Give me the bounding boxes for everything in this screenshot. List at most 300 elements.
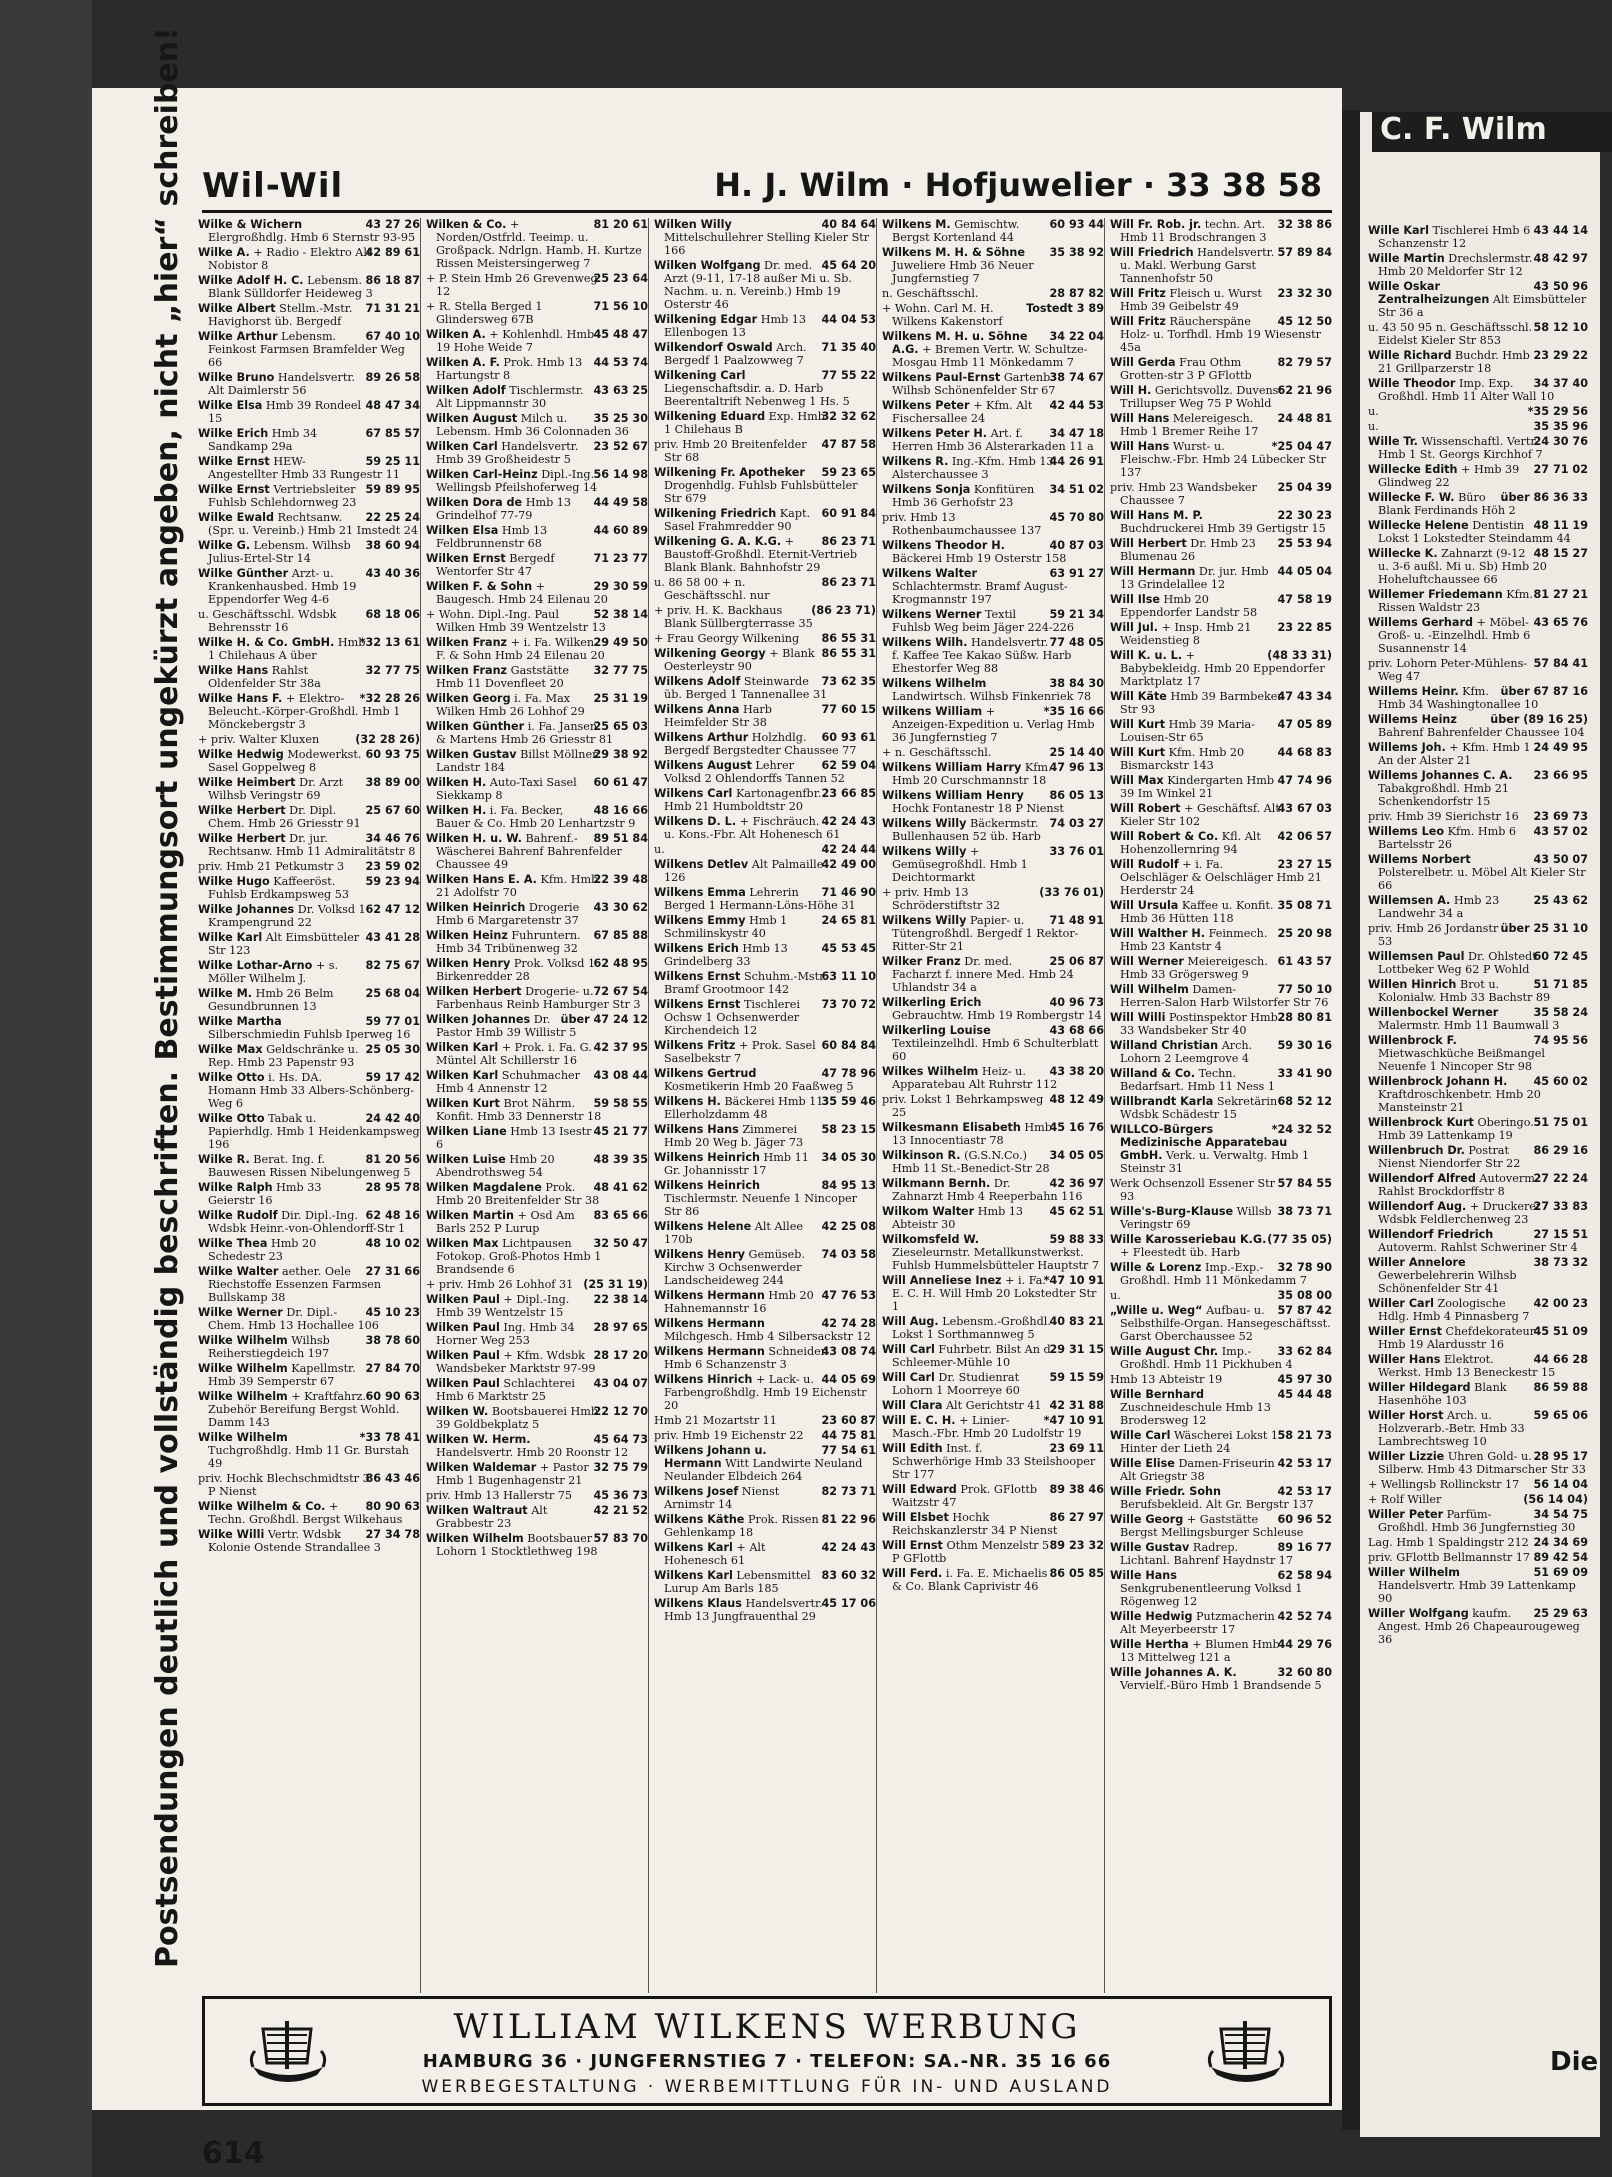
entry-name: Wilken Hans E. A.	[426, 873, 537, 886]
entry-phone-number: 28 17 20	[593, 1349, 648, 1362]
directory-entry	[426, 636, 648, 662]
directory-entry	[1368, 224, 1588, 250]
directory-column-1	[198, 218, 421, 1993]
directory-entry	[198, 987, 420, 1013]
entry-details: Handelsvertr. Alt Daimlerstr 56	[208, 371, 356, 397]
entry-phone-number: 86 55 31	[821, 632, 876, 645]
entry-name: Wilke Ewald	[198, 511, 275, 524]
entry-details: Wissenschaftl. Vertr. Hmb 1 St. Georgs Kirchhof 7	[1378, 435, 1543, 461]
directory-entry	[426, 776, 648, 802]
entry-phone-number: 29 31 15	[1049, 1343, 1104, 1356]
directory-entry	[426, 1237, 648, 1276]
entry-phone-number: *47 10 91	[1043, 1274, 1104, 1287]
entry-phone-number: 58 12 10	[1533, 321, 1588, 334]
directory-entry	[654, 1569, 876, 1595]
entry-name: Wilken August	[426, 412, 518, 425]
directory-entry	[426, 1433, 648, 1459]
entry-name: Willems Gerhard	[1368, 616, 1473, 629]
entry-details: (G.S.N.Co.) Hmb 11 St.-Benedict-Str 28	[892, 1149, 1050, 1175]
entry-name: Wilkens Helene	[654, 1220, 752, 1233]
directory-entry	[198, 511, 420, 537]
entry-phone-number: 35 25 30	[593, 412, 648, 425]
entry-name: Wilkens August	[654, 759, 752, 772]
directory-entry	[426, 1321, 648, 1347]
entry-phone-number: 32 77 75	[593, 664, 648, 677]
directory-entry	[198, 1390, 420, 1429]
directory-entry	[1368, 685, 1588, 711]
directory-entry	[426, 957, 648, 983]
entry-details: Tischlerei Ochsw 1 Ochsenwerder Kirchendeich 12	[664, 998, 800, 1037]
entry-phone-number: 45 12 50	[1277, 315, 1332, 328]
entry-phone-number: 60 84 84	[821, 1039, 876, 1052]
entry-phone-number: 71 31 21	[365, 302, 420, 315]
entry-phone-number: 42 52 74	[1277, 1610, 1332, 1623]
directory-entry	[654, 576, 876, 602]
entry-name: Wilken Heinz	[426, 929, 508, 942]
directory-entry	[1110, 621, 1332, 647]
entry-name: Wilke Otto	[198, 1071, 265, 1084]
entry-details: Witt Landwirte Neuland Neulander Elbdeich 264	[664, 1457, 863, 1483]
entry-details: Konfitüren Hmb 36 Gerhofstr 23	[892, 483, 1035, 509]
entry-details: Landwirtsch. Wilhsb Finkenriek 78	[892, 690, 1092, 703]
entry-phone-number: 73 62 35	[821, 675, 876, 688]
entry-phone-number: 60 61 47	[593, 776, 648, 789]
entry-details: Hmb 34 Sandkamp 29a	[208, 427, 318, 453]
entry-name: WILLCO-Bürgers Medizinische Apparatebau GmbH.	[1110, 1123, 1288, 1162]
entry-phone-number: 60 90 63	[365, 1390, 420, 1403]
entry-details: + Geschäftsf. Alt Kieler Str 102	[1120, 802, 1280, 828]
entry-phone-number: 23 66 95	[1533, 769, 1588, 782]
directory-entry	[882, 1233, 1104, 1272]
entry-phone-number: 43 27 26	[365, 218, 420, 231]
directory-entry	[426, 1461, 648, 1487]
entry-details: Werk Ochsenzoll Essener Str 93	[1110, 1177, 1275, 1203]
entry-details: Kfm. Hmb 6 Bartelsstr 26	[1378, 825, 1517, 851]
entry-phone-number: 63 11 10	[821, 970, 876, 983]
entry-name: Wilke Herbert	[198, 804, 286, 817]
entry-phone-number: 24 42 40	[365, 1112, 420, 1125]
entry-name: Wilke Wilhelm	[198, 1362, 288, 1375]
entry-name: Wilke G.	[198, 539, 251, 552]
entry-name: Wilkens Karl	[654, 1541, 733, 1554]
entry-name: Wilkens Karl	[654, 1569, 733, 1582]
entry-phone-number: *47 10 91	[1043, 1414, 1104, 1427]
directory-entry	[426, 1377, 648, 1403]
entry-name: Wilkomsfeld W.	[882, 1233, 980, 1246]
directory-entry	[426, 1405, 648, 1431]
entry-details: u.	[1368, 405, 1379, 418]
entry-phone-number: 24 65 81	[821, 914, 876, 927]
directory-entry	[426, 580, 648, 606]
entry-details: Gemischtw. Bergst Kortenland 44	[892, 218, 1020, 244]
entry-phone-number: 35 08 71	[1277, 899, 1332, 912]
entry-name: Wilkens Hans	[654, 1123, 739, 1136]
entry-phone-number: 59 89 95	[365, 483, 420, 496]
entry-details: Stellm.-Mstr. Havighorst üb. Bergedf	[208, 302, 353, 328]
entry-phone-number: 44 66 28	[1533, 1353, 1588, 1366]
directory-entry	[426, 1489, 648, 1502]
directory-entry	[1110, 983, 1332, 1009]
entry-name: Willendorf Alfred	[1368, 1172, 1476, 1185]
entry-details: Lebensmittel Lurup Am Barls 185	[664, 1569, 811, 1595]
entry-name: Wille Karl	[1368, 224, 1429, 237]
entry-details: + priv. Hmb 26 Lohhof 31	[426, 1278, 574, 1291]
directory-entry	[882, 1177, 1104, 1203]
entry-details: Tuchgroßhdlg. Hmb 11 Gr. Burstah 49	[208, 1444, 410, 1470]
entry-phone-number: 57 89 84	[1277, 246, 1332, 259]
entry-name: Wilken Dora de	[426, 496, 523, 509]
entry-details: + P. Stein Hmb 26 Grevenweg 12	[426, 272, 598, 298]
entry-details: Tischlerei Hmb 6 Schanzenstr 12	[1378, 224, 1531, 250]
entry-phone-number: 42 21 52	[593, 1504, 648, 1517]
directory-entry	[198, 1431, 420, 1470]
entry-phone-number: 60 96 52	[1277, 1513, 1332, 1526]
directory-entry	[1110, 1638, 1332, 1664]
entry-details: Sekretärin Wdsbk Schädestr 15	[1120, 1095, 1278, 1121]
directory-entry	[1110, 1205, 1332, 1231]
directory-entry	[198, 959, 420, 985]
entry-phone-number: 57 84 55	[1277, 1177, 1332, 1190]
entry-details: Dr. Dipl. Chem. Hmb 26 Griesstr 91	[208, 804, 361, 830]
entry-details: Dr. Zahnarzt Hmb 4 Reeperbahn 116	[892, 1177, 1083, 1203]
entry-details: Inst. f. Schwerhörige Hmb 33 Steilshooper Str 177	[892, 1442, 1096, 1481]
entry-name: Will Rudolf	[1110, 858, 1179, 871]
entry-details: Feinmech. Hmb 23 Kantstr 4	[1120, 927, 1268, 953]
entry-name: Will Willi	[1110, 1011, 1166, 1024]
banner-address: HAMBURG 36 · JUNGFERNSTIEG 7 · TELEFON: SA.-NR. 35 16 66	[422, 2051, 1112, 2072]
directory-entry	[882, 914, 1104, 953]
entry-details: Hmb 13 Abteistr 19	[1110, 1373, 1223, 1386]
entry-details: Schlachtermstr. Bramf August-Krogmannstr 197	[892, 580, 1068, 606]
entry-phone-number: 77 50 10	[1277, 983, 1332, 996]
entry-name: Willems Heinz	[1368, 713, 1457, 726]
entry-phone-number: *33 78 41	[359, 1431, 420, 1444]
entry-details: Büro Blank Ferdinands Höh 2	[1378, 491, 1516, 517]
directory-entry	[882, 539, 1104, 565]
directory-entry	[654, 1541, 876, 1567]
entry-name: Will Edward	[882, 1483, 957, 1496]
entry-phone-number: 56 14 98	[593, 468, 648, 481]
entry-details: + Baugesch. Hmb 24 Eilenau 20	[436, 580, 608, 606]
entry-name: Wilkens Willy	[882, 817, 967, 830]
directory-entry	[654, 1095, 876, 1121]
directory-entry	[426, 356, 648, 382]
entry-phone-number: 34 22 04	[1049, 330, 1104, 343]
entry-details: Tischlermstr. Neuenfe 1 Nincoper Str 86	[664, 1192, 858, 1218]
entry-details: Oberingo. Hmb 39 Lattenkamp 19	[1378, 1116, 1534, 1142]
entry-phone-number: 40 87 03	[1049, 539, 1104, 552]
entry-phone-number: 25 53 94	[1277, 537, 1332, 550]
entry-details: + Wohn. Carl M. H. Wilkens Kakenstorf	[882, 302, 1003, 328]
entry-name: Will Anneliese Inez	[882, 1274, 1002, 1287]
entry-name: Wilke Wilhelm	[198, 1390, 288, 1403]
directory-entry	[1368, 1536, 1588, 1549]
entry-name: Wilkens Werner	[882, 608, 982, 621]
entry-name: Wilken Franz	[426, 636, 508, 649]
directory-entry	[1110, 1429, 1332, 1455]
entry-details: + Fischräuch. u. Kons.-Fbr. Alt Hohenesch 61	[664, 815, 841, 841]
entry-details: Malermstr. Hmb 11 Baumwall 3	[1378, 1019, 1560, 1032]
directory-entry	[654, 759, 876, 785]
entry-details: Hmb 21 Mozartstr 11	[654, 1414, 777, 1427]
directory-entry	[654, 1444, 876, 1483]
entry-phone-number: 44 05 69	[821, 1373, 876, 1386]
directory-entry	[426, 384, 648, 410]
entry-name: Wilke Elsa	[198, 399, 263, 412]
entry-details: Schuhm.-Mstr. Bramf Grootmoor 142	[664, 970, 827, 996]
entry-name: Wilke Hugo	[198, 875, 270, 888]
entry-phone-number: 81 27 21	[1533, 588, 1588, 601]
entry-phone-number: 42 06 57	[1277, 830, 1332, 843]
entry-name: Wille Bernhard	[1110, 1388, 1204, 1401]
entry-name: Wilkens R.	[882, 455, 949, 468]
entry-details: Kindergarten Hmb 39 Im Winkel 21	[1120, 774, 1275, 800]
entry-details: Tabakgroßhdl. Hmb 21 Schenkendorfstr 15	[1378, 782, 1509, 808]
entry-phone-number: 28 87 82	[1049, 287, 1104, 300]
entry-phone-number: 86 43 46	[365, 1472, 420, 1485]
entry-details: Buchdruckerei Hmb 39 Gertigstr 15	[1120, 522, 1326, 535]
entry-phone-number: 43 57 02	[1533, 825, 1588, 838]
directory-entry	[1368, 853, 1588, 892]
entry-details: Textileinzelhdl. Hmb 6 Schulterblatt 60	[892, 1037, 1099, 1063]
entry-phone-number: 89 16 77	[1277, 1541, 1332, 1554]
directory-entry	[1110, 246, 1332, 285]
entry-phone-number: 62 21 96	[1277, 384, 1332, 397]
entry-details: + Hmb 39 Glindweg 22	[1378, 463, 1520, 489]
entry-phone-number: 59 15 59	[1049, 1371, 1104, 1384]
entry-phone-number: 59 58 55	[593, 1097, 648, 1110]
directory-entry	[1110, 1345, 1332, 1371]
directory-entry	[882, 567, 1104, 606]
directory-entry	[1110, 1541, 1332, 1567]
directory-entry	[1368, 1075, 1588, 1114]
entry-name: Will Wilhelm	[1110, 983, 1189, 996]
entry-phone-number: 43 30 62	[593, 901, 648, 914]
entry-name: Wilkens Carl	[654, 787, 733, 800]
entry-name: Wilken Adolf	[426, 384, 506, 397]
entry-phone-number: 25 04 39	[1277, 481, 1332, 494]
directory-entry	[426, 524, 648, 550]
entry-phone-number: 24 30 76	[1533, 435, 1588, 448]
entry-name: Wilkens Emmy	[654, 914, 746, 927]
entry-phone-number: 45 16 76	[1049, 1121, 1104, 1134]
entry-details: Exp. Hmb 1 Chilehaus B	[664, 410, 825, 436]
entry-phone-number: 86 05 13	[1049, 789, 1104, 802]
entry-name: Will Robert	[1110, 802, 1181, 815]
entry-phone-number: über 86 36 33	[1500, 491, 1588, 504]
entry-name: Will Elsbet	[882, 1511, 949, 1524]
entry-details: Bahrenf Bahrenfelder Chaussee 104	[1378, 726, 1585, 739]
entry-phone-number: 48 41 62	[593, 1181, 648, 1194]
entry-name: Wilke Wilhelm	[198, 1334, 288, 1347]
directory-entry	[882, 330, 1104, 369]
entry-details: Autoverm. Rahlst Schweriner Str 4	[1378, 1241, 1578, 1254]
entry-name: Wilkens Ernst	[654, 998, 741, 1011]
entry-details: + Pastor Hmb 1 Bugenhagenstr 21	[436, 1461, 589, 1487]
entry-name: Wilkens H.	[654, 1095, 721, 1108]
entry-phone-number: 45 62 51	[1049, 1205, 1104, 1218]
entry-name: Wilker Franz	[882, 955, 961, 968]
viking-ship-icon	[1203, 2009, 1289, 2095]
entry-details: Milch u. Lebensm. Hmb 36 Colonnaden 36	[436, 412, 629, 438]
wilkens-advertisement-banner	[202, 1996, 1332, 2106]
directory-entry	[426, 1293, 648, 1319]
entry-name: Wille & Lorenz	[1110, 1261, 1202, 1274]
directory-entry	[198, 733, 420, 746]
entry-phone-number: 22 30 23	[1277, 509, 1332, 522]
entry-details: priv. Hmb 39 Sierichstr 16	[1368, 810, 1519, 823]
entry-phone-number: 84 95 13	[821, 1179, 876, 1192]
directory-entry	[654, 998, 876, 1037]
entry-name: Willecke Helene	[1368, 519, 1469, 532]
directory-entry	[1368, 405, 1588, 418]
entry-name: Wilkens Willy	[882, 845, 967, 858]
directory-entry	[882, 399, 1104, 425]
directory-entry	[1368, 1228, 1588, 1254]
entry-details: Modewerkst. Sasel Goppelweg 8	[208, 748, 362, 774]
entry-details: + Linier-Masch.-Fbr. Hmb 20 Ludolfstr 19	[892, 1414, 1082, 1440]
entry-name: Will Gerda	[1110, 356, 1176, 369]
entry-phone-number: (33 76 01)	[1039, 886, 1104, 899]
entry-name: Will Friedrich	[1110, 246, 1194, 259]
directory-entry	[1368, 713, 1588, 739]
entry-details: Parfüm-Großhdl. Hmb 36 Jungfernstieg 30	[1378, 1508, 1576, 1534]
entry-details: Handelsvertr. f. Kaffee Tee Kakao Süßw. Harb Ehestorfer Weg 88	[892, 636, 1072, 675]
directory-entry	[426, 440, 648, 466]
entry-name: Willems Johannes C. A.	[1368, 769, 1513, 782]
entry-details: + Fleestedt üb. Harb	[1120, 1246, 1240, 1259]
entry-name: Wilkens D. L.	[654, 815, 737, 828]
directory-entry	[1110, 1039, 1332, 1065]
entry-phone-number: 58 21 73	[1277, 1429, 1332, 1442]
entry-name: Will Ilse	[1110, 593, 1160, 606]
entry-details: Othm Menzelstr 5 P GFlottb	[892, 1539, 1050, 1565]
entry-name: Willer Lizzie	[1368, 1450, 1445, 1463]
entry-phone-number: 71 35 40	[821, 341, 876, 354]
entry-details: Hmb 1 Chilehaus A über	[208, 636, 366, 662]
entry-name: Wilken W.	[426, 1405, 489, 1418]
entry-phone-number: 45 51 09	[1533, 1325, 1588, 1338]
entry-name: Wilke Walter	[198, 1265, 279, 1278]
entry-name: Willand Christian	[1110, 1039, 1219, 1052]
entry-name: Wilkens Paul-Ernst	[882, 371, 1001, 384]
entry-details: Putzmacherin Alt Meyerbeerstr 17	[1120, 1610, 1275, 1636]
entry-name: Wilkening Georgy	[654, 647, 766, 660]
entry-phone-number: 72 67 54	[593, 985, 648, 998]
entry-name: Wille Gustav	[1110, 1541, 1190, 1554]
entry-details: u. Geschäftsschl. Wdsbk Behrensstr 16	[198, 608, 337, 634]
entry-details: Hmb 39 Rondeel 15	[208, 399, 362, 425]
directory-entry	[198, 1265, 420, 1304]
directory-entry	[882, 677, 1104, 703]
directory-entry	[1110, 565, 1332, 591]
entry-name: Willems Heinr.	[1368, 685, 1459, 698]
entry-name: Wilke Herbert	[198, 832, 286, 845]
directory-entry	[654, 1220, 876, 1246]
entry-name: Wilkens Anna	[654, 703, 740, 716]
entry-name: Wille Friedr. Sohn	[1110, 1485, 1221, 1498]
entry-phone-number: 34 05 30	[821, 1151, 876, 1164]
entry-phone-number: 38 78 60	[365, 1334, 420, 1347]
directory-entry	[1368, 1508, 1588, 1534]
directory-entry	[426, 873, 648, 899]
entry-phone-number: 57 83 70	[593, 1532, 648, 1545]
entry-name: Will Fr. Rob. jr.	[1110, 218, 1202, 231]
entry-details: Fuhrbetr. Bilst An d. Schleemer-Mühle 10	[892, 1343, 1055, 1369]
entry-name: Wilken Carl	[426, 440, 498, 453]
entry-name: Will Ernst	[882, 1539, 943, 1552]
directory-entry	[198, 903, 420, 929]
entry-phone-number: 71 56 10	[593, 300, 648, 313]
entry-details: + Insp. Hmb 21 Weidenstieg 8	[1120, 621, 1252, 647]
entry-name: Wilkerling Erich	[882, 996, 982, 1009]
entry-name: Willenbrock Kurt	[1368, 1116, 1474, 1129]
entry-details: + Prok. i. Fa. G. Müntel Alt Schillerstr 16	[436, 1041, 592, 1067]
entry-name: Wilke Willi	[198, 1528, 265, 1541]
entry-phone-number: 42 24 43	[821, 815, 876, 828]
directory-entry	[882, 1399, 1104, 1412]
directory-entry	[1368, 435, 1588, 461]
entry-phone-number: 45 64 73	[593, 1433, 648, 1446]
entry-name: Wilkmann Bernh.	[882, 1177, 991, 1190]
entry-phone-number: 86 59 88	[1533, 1381, 1588, 1394]
directory-entry	[882, 1024, 1104, 1063]
entry-phone-number: 83 65 66	[593, 1209, 648, 1222]
entry-details: Aufbau- u. Selbsthilfe-Organ. Hansegeschäftsst. Garst Oberchaussee 52	[1120, 1304, 1331, 1343]
entry-details: Melereigesch. Hmb 1 Bremer Reihe 17	[1120, 412, 1259, 438]
entry-details: Postinspektor Hmb 33 Wandsbeker Str 40	[1120, 1011, 1278, 1037]
entry-name: Wilkens Sonja	[882, 483, 971, 496]
entry-phone-number: über (89 16 25)	[1490, 713, 1588, 726]
directory-entry	[1368, 1325, 1588, 1351]
entry-phone-number: 80 90 63	[365, 1500, 420, 1513]
directory-entry	[1368, 810, 1588, 823]
entry-name: Wilke Erich	[198, 427, 269, 440]
directory-entry	[198, 274, 420, 300]
entry-name: Will H.	[1110, 384, 1152, 397]
entry-phone-number: 82 79 57	[1277, 356, 1332, 369]
entry-name: Wilken Waldemar	[426, 1461, 537, 1474]
entry-phone-number: 28 80 81	[1277, 1011, 1332, 1024]
directory-entry	[198, 1306, 420, 1332]
entry-phone-number: 44 29 76	[1277, 1638, 1332, 1651]
page-range-title: Wil-Wil	[202, 166, 344, 206]
entry-details: Kosmetikerin Hmb 20 Faaßweg 5	[664, 1080, 854, 1093]
entry-details: Ing. Hmb 34 Horner Weg 253	[436, 1321, 575, 1347]
entry-name: Wilken H.	[426, 804, 487, 817]
entry-phone-number: 59 30 16	[1277, 1039, 1332, 1052]
entry-details: Papier- u. Tütengroßhdl. Bergedf 1 Rektor-Ritter-Str 21	[892, 914, 1079, 953]
directory-entry	[882, 817, 1104, 843]
entry-phone-number: 29 38 92	[593, 748, 648, 761]
entry-details: Hmb 13 Isestr 6	[436, 1125, 592, 1151]
directory-entry	[1110, 649, 1332, 688]
entry-name: Wille Theodor	[1368, 377, 1456, 390]
entry-phone-number: 83 60 32	[821, 1569, 876, 1582]
entry-details: + Blumen Hmb 13 Mittelweg 121 a	[1120, 1638, 1280, 1664]
entry-phone-number: 42 25 08	[821, 1220, 876, 1233]
directory-entry	[1368, 463, 1588, 489]
entry-name: Wilken Kurt	[426, 1097, 500, 1110]
directory-entry	[198, 302, 420, 328]
entry-phone-number: 42 53 17	[1277, 1457, 1332, 1470]
entry-details: Hmb 13 Grindelberg 33	[664, 942, 788, 968]
directory-entry	[1110, 509, 1332, 535]
directory-entry	[426, 1349, 648, 1375]
entry-details: Handelsvertr. Hmb 39 Lattenkamp 90	[1378, 1579, 1576, 1605]
entry-details: aether. Oele Riechstoffe Essenzen Farmsen Bullskamp 38	[208, 1265, 382, 1304]
entry-details: Dr. Pastor Hmb 39 Willistr 5	[436, 1013, 577, 1039]
